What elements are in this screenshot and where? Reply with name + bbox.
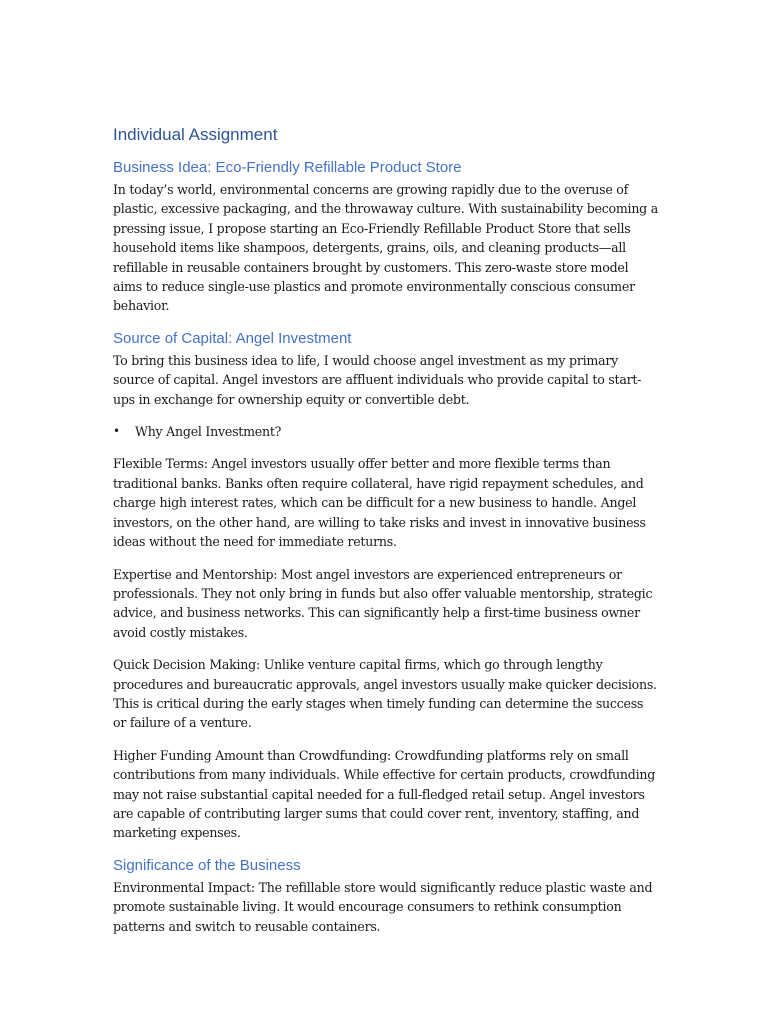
paragraph-flexible-terms: Flexible Terms: Angel investors usually offer better and more flexible terms than traditional banks. Banks often require collateral, have rigid repayment schedules, and charge high interest rates, which can be difficult for a new business to handle. Angel investors, on the other hand, are willing to take risks and invest in innovative business ideas without the need for immediate returns. (113, 456, 646, 550)
document-title: Individual Assignment (113, 125, 278, 144)
section-business-idea (113, 158, 658, 316)
paragraph-quick-decision: Quick Decision Making: Unlike venture capital firms, which go through lengthy procedures and bureaucratic approvals, angel investors usually make quicker decisions. This is critical during the early stages when timely funding can determine the success or failure of a venture. (113, 657, 657, 731)
section-heading-source-of-capital: Source of Capital: Angel Investment (113, 329, 352, 347)
bullet-icon: • (113, 424, 120, 439)
section-significance (113, 856, 658, 936)
paragraph-higher-funding: Higher Funding Amount than Crowdfunding: Crowdfunding platforms rely on small contributions from many individuals. While effective for certain products, crowdfunding may not raise substantial capital needed for a full-fledged retail setup. Angel investors are capable of contributing larger sums that could cover rent, inventory, staffing, and marketing expenses. (113, 747, 656, 841)
paragraph-environmental-impact: Environmental Impact: The refillable store would significantly reduce plastic waste and promote sustainable living. It would encourage consumers to rethink consumption patterns and switch to reusable containers. (113, 879, 653, 934)
section-source-of-capital (113, 329, 658, 843)
bullet-list (113, 422, 658, 441)
paragraph-expertise-mentorship: Expertise and Mentorship: Most angel investors are experienced entrepreneurs or professionals. They not only bring in funds but also offer valuable mentorship, strategic advice, and business networks. This can significantly help a first-time business owner avoid costly mistakes. (113, 566, 653, 640)
paragraph-business-idea: In today’s world, environmental concerns are growing rapidly due to the overuse of plastic, excessive packaging, and the throwaway culture. With sustainability becoming a pressing issue, I propose starting an Eco-Friendly Refillable Product Store that sells household items like shampoos, detergents, grains, oils, and cleaning products—all refillable in reusable containers brought by customers. This zero-waste store model aims to reduce single-use plastics and promote environmentally conscious consumer behavior. (113, 182, 659, 314)
section-heading-business-idea: Business Idea: Eco-Friendly Refillable Product Store (113, 159, 462, 176)
bullet-item-why-angel (113, 422, 658, 441)
section-heading-significance: Significance of the Business (113, 856, 301, 874)
document-page (113, 124, 658, 949)
paragraph-capital-intro: To bring this business idea to life, I would choose angel investment as my primary source of capital. Angel investors are affluent individuals who provide capital to start-ups in exchange for ownership equity or convertible debt. (113, 352, 642, 407)
bullet-item-label: Why Angel Investment? (135, 424, 282, 440)
